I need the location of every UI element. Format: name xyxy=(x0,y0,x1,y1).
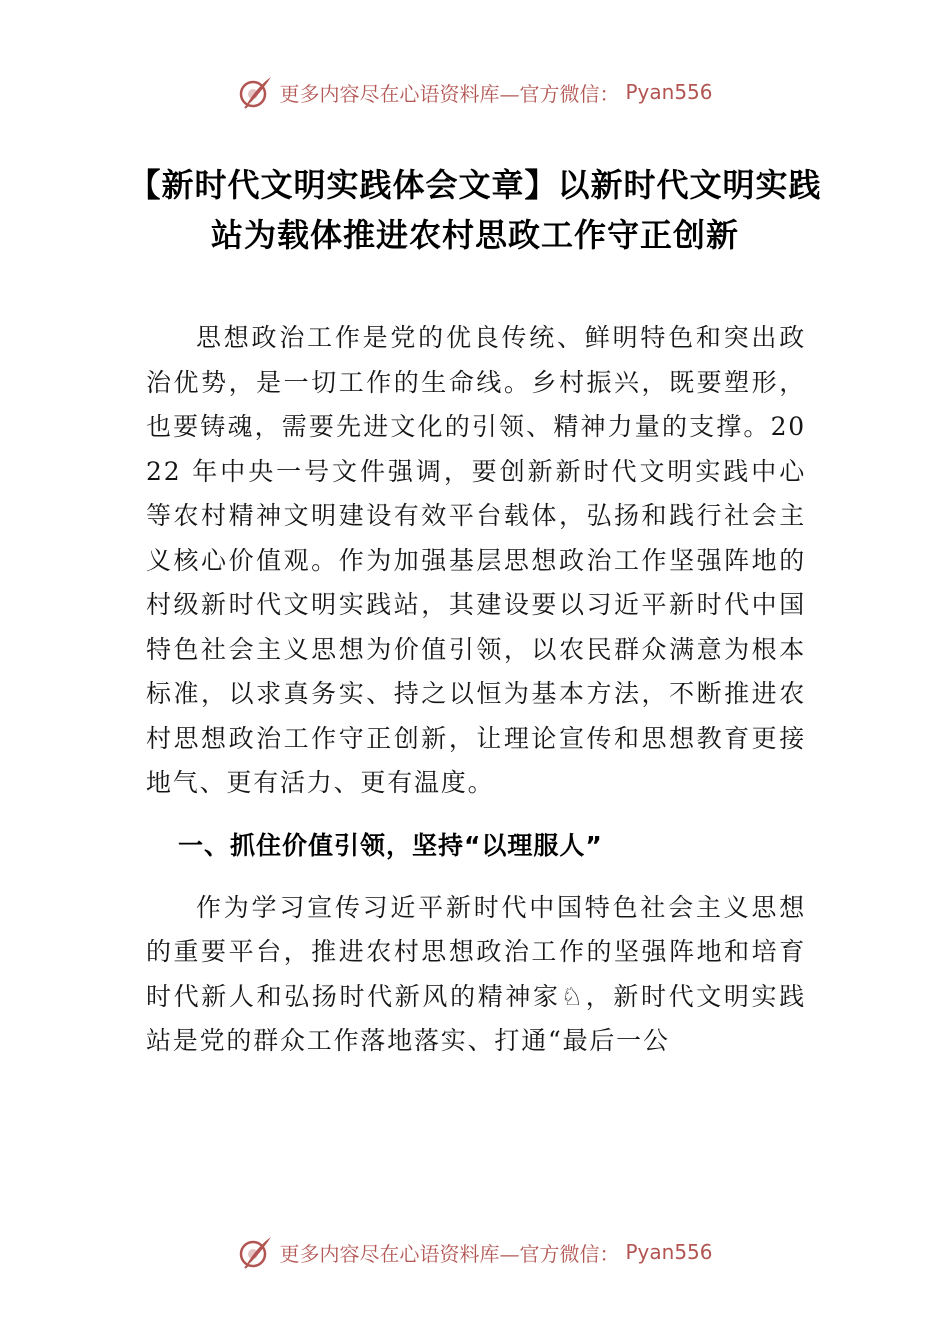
footer-banner xyxy=(0,1232,950,1272)
quill-logo-icon xyxy=(237,74,273,110)
page-title: 【新时代文明实践体会文章】以新时代文明实践站为载体推进农村思政工作守正创新 xyxy=(128,166,822,254)
paragraph-section-1: 作为学习宣传习近平新时代中国特色社会主义思想的重要平台，推进农村思想政治工作的坚强阵地和培育时代新人和弘扬时代新风的精神家♘，新时代文明实践站是党的群众工作落地落实、打通“最后一公 xyxy=(146,892,806,1055)
header-wechat-id: Pyan556 xyxy=(625,80,713,104)
footer-banner-text: 更多内容尽在心语资料库—官方微信： xyxy=(279,1241,620,1266)
header-banner xyxy=(0,72,950,112)
quill-logo-icon xyxy=(237,1234,273,1270)
article-body xyxy=(146,316,806,1064)
paragraph-intro: 思想政治工作是党的优良传统、鲜明特色和突出政治优势，是一切工作的生命线。乡村振兴，既要塑形，也要铸魂，需要先进文化的引领、精神力量的支撑。2022 年中央一号文件强调，要创新新时代文明实践中心等农村精神文明建设有效平台载体，弘扬和践行社会主义核心价值观。作为加强基层思想政治工作坚强阵地的村级新时代文明实践站，其建设要以习近平新时代中国特色社会主义思想为价值引领，以农民群众满意为根本标准，以求真务实、持之以恒为基本方法，不断推进农村思想政治工作守正创新，让理论宣传和思想教育更接地气、更有活力、更有温度。 xyxy=(146,323,806,797)
footer-wechat-id: Pyan556 xyxy=(625,1240,713,1264)
section-heading-1: 一、抓住价值引领，坚持“以理服人” xyxy=(178,830,603,860)
header-banner-text: 更多内容尽在心语资料库—官方微信： xyxy=(279,81,620,106)
